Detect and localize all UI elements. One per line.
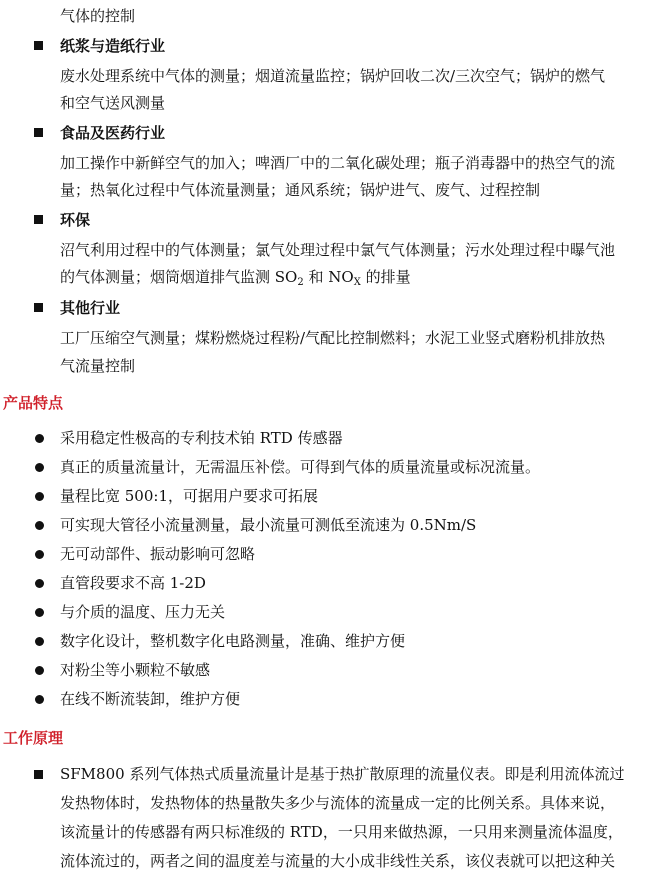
square-bullet-icon xyxy=(34,303,43,312)
principle-text: 该流量计的传感器有两只标准级的 RTD，一只用来做热源，一只用来测量流体温度， xyxy=(60,823,623,841)
square-bullet-icon xyxy=(34,770,43,779)
industry-heading: 其他行业 xyxy=(60,299,121,317)
feature-item: 无可动部件、振动影响可忽略 xyxy=(60,545,256,563)
feature-item: 直管段要求不高 1-2D xyxy=(60,574,206,592)
square-bullet-icon xyxy=(34,215,43,224)
square-bullet-icon xyxy=(34,128,43,137)
round-bullet-icon xyxy=(35,695,44,704)
continued-text: 气体的控制 xyxy=(60,7,136,25)
round-bullet-icon xyxy=(35,579,44,588)
round-bullet-icon xyxy=(35,492,44,501)
industry-heading: 纸浆与造纸行业 xyxy=(60,37,166,55)
industry-text xyxy=(60,267,411,287)
round-bullet-icon xyxy=(35,463,44,472)
industry-text: 气流量控制 xyxy=(60,357,136,375)
principle-text: 流体流过的，两者之间的温度差与流量的大小成非线性关系，该仪表就可以把这种关 xyxy=(60,852,616,870)
round-bullet-icon xyxy=(35,608,44,617)
industry-heading: 食品及医药行业 xyxy=(60,124,166,142)
subscript-2: 2 xyxy=(297,277,304,288)
square-bullet-icon xyxy=(34,41,43,50)
feature-item: 量程比宽 500:1，可据用户要求可拓展 xyxy=(60,487,318,505)
feature-item: 真正的质量流量计，无需温压补偿。可得到气体的质量流量或标况流量。 xyxy=(60,458,541,476)
industry-text: 沼气利用过程中的气体测量；氯气处理过程中氯气气体测量；污水处理过程中曝气池 xyxy=(60,241,616,259)
industry-text: 加工操作中新鲜空气的加入；啤酒厂中的二氧化碳处理；瓶子消毒器中的热空气的流 xyxy=(60,154,616,172)
emission-text-start: 的气体测量；烟筒烟道排气监测 SO xyxy=(60,268,298,286)
round-bullet-icon xyxy=(35,521,44,530)
feature-item: 在线不断流装卸，维护方便 xyxy=(60,690,241,708)
feature-item: 与介质的温度、压力无关 xyxy=(60,603,226,621)
industry-text: 量；热氧化过程中气体流量测量；通风系统；锅炉进气、废气、过程控制 xyxy=(60,181,541,199)
industry-heading: 环保 xyxy=(60,211,91,229)
principle-text: 发热物体时，发热物体的热量散失多少与流体的流量成一定的比例关系。具体来说， xyxy=(60,794,616,812)
round-bullet-icon xyxy=(35,550,44,559)
industry-text: 和空气送风测量 xyxy=(60,94,166,112)
feature-item: 可实现大管径小流量测量，最小流量可测低至流速为 0.5Nm/S xyxy=(60,516,477,534)
principle-text: SFM800 系列气体热式质量流量计是基于热扩散原理的流量仪表。即是利用流体流过 xyxy=(60,765,625,783)
feature-item: 数字化设计，整机数字化电路测量，准确、维护方便 xyxy=(60,632,406,650)
round-bullet-icon xyxy=(35,637,44,646)
section-title-features: 产品特点 xyxy=(3,394,64,412)
section-title-principle: 工作原理 xyxy=(3,729,64,747)
emission-text-mid: 和 NO xyxy=(303,268,354,286)
feature-item: 对粉尘等小颗粒不敏感 xyxy=(60,661,211,679)
round-bullet-icon xyxy=(35,434,44,443)
subscript-x: X xyxy=(353,277,361,288)
round-bullet-icon xyxy=(35,666,44,675)
industry-text: 废水处理系统中气体的测量；烟道流量监控；锅炉回收二次/三次空气；锅炉的燃气 xyxy=(60,67,606,85)
feature-item: 采用稳定性极高的专利技术铂 RTD 传感器 xyxy=(60,429,343,447)
industry-text: 工厂压缩空气测量；煤粉燃烧过程粉/气配比控制燃料；水泥工业竖式磨粉机排放热 xyxy=(60,329,606,347)
emission-text-end: 的排量 xyxy=(360,268,411,286)
